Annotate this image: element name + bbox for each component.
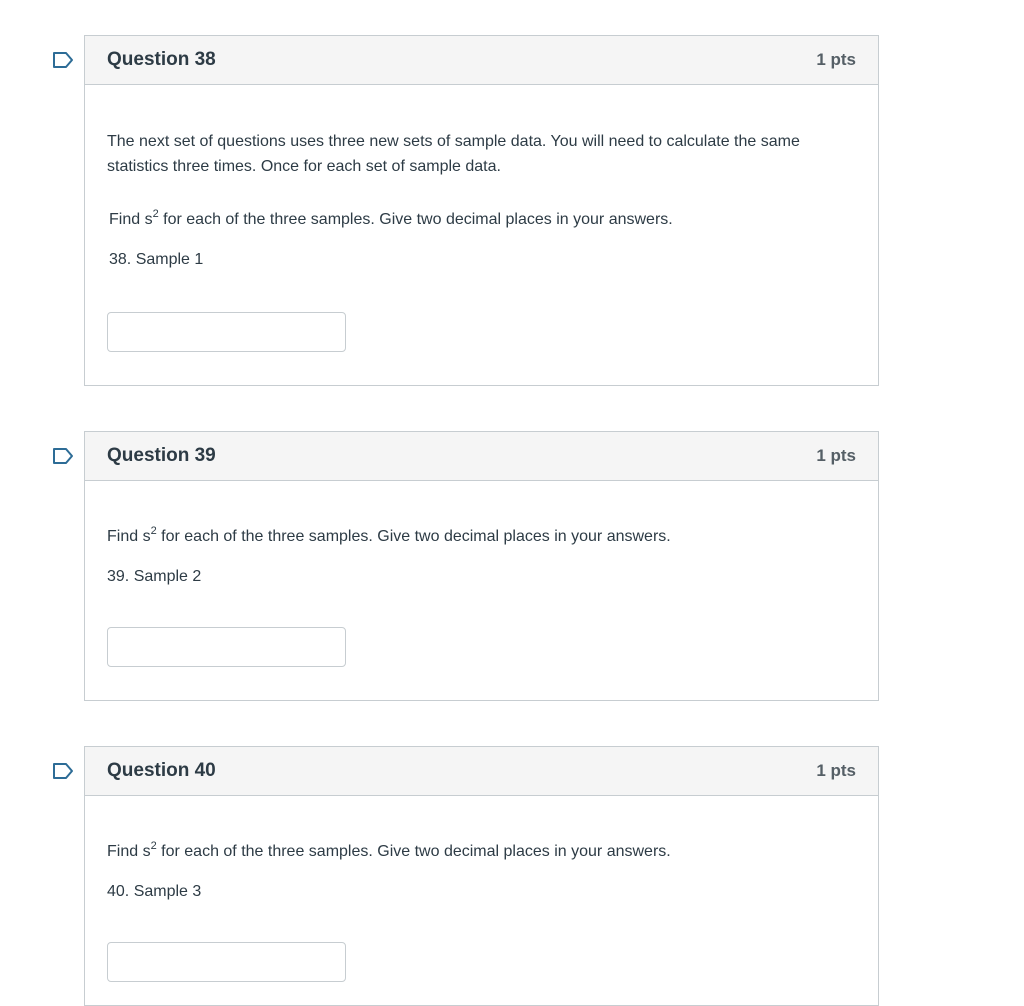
question-title: Question 38 (107, 49, 216, 70)
question-body (85, 796, 878, 1005)
question-40 (84, 746, 879, 1006)
flag-question-38-icon[interactable] (52, 51, 74, 69)
sample-label: 40. Sample 3 (107, 883, 202, 900)
question-instruction (107, 839, 671, 864)
instruction-suffix: for each of the three samples. Give two decimal places in your answers. (156, 528, 671, 545)
instruction-superscript: 2 (152, 207, 159, 220)
question-39 (84, 431, 879, 701)
question-38 (84, 35, 879, 386)
instruction-suffix: for each of the three samples. Give two decimal places in your answers. (156, 843, 671, 860)
sample-label: 39. Sample 2 (107, 568, 202, 585)
question-points: 1 pts (816, 446, 856, 465)
question-instruction (107, 524, 671, 549)
question-title: Question 40 (107, 760, 216, 781)
instruction-prefix: Find s (107, 843, 151, 860)
question-header (85, 747, 878, 796)
question-points: 1 pts (816, 761, 856, 780)
instruction-suffix: for each of the three samples. Give two decimal places in your answers. (158, 211, 673, 228)
instruction-prefix: Find s (109, 211, 153, 228)
question-body (85, 481, 878, 700)
instruction-superscript: 2 (150, 839, 157, 852)
question-points: 1 pts (816, 50, 856, 69)
question-intro-line: The next set of questions uses three new sets of sample data. You will need to calculate the same (107, 133, 800, 150)
question-intro-line: statistics three times. Once for each set of sample data. (107, 158, 501, 175)
instruction-superscript: 2 (150, 524, 157, 537)
flag-question-40-icon[interactable] (52, 762, 74, 780)
question-instruction (109, 207, 673, 232)
question-title: Question 39 (107, 445, 216, 466)
flag-question-39-icon[interactable] (52, 447, 74, 465)
question-header (85, 432, 878, 481)
question-header (85, 36, 878, 85)
answer-input-38[interactable] (107, 312, 346, 352)
answer-input-40[interactable] (107, 942, 346, 982)
sample-label: 38. Sample 1 (109, 251, 204, 268)
instruction-prefix: Find s (107, 528, 151, 545)
question-body (85, 85, 878, 385)
answer-input-39[interactable] (107, 627, 346, 667)
